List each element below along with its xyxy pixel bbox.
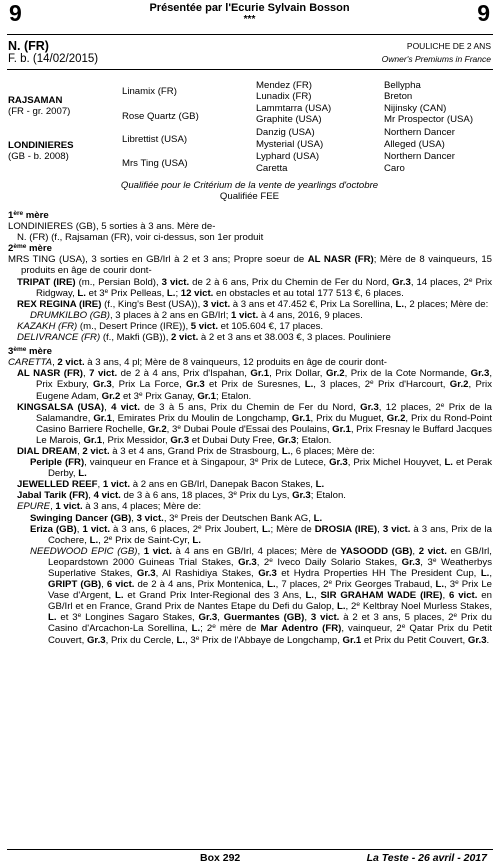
top-rule <box>7 34 493 35</box>
produce-swinging-dancer: Swinging Dancer (GB), 3 vict., 3e Preis der Deutschen Bank AG, L. <box>30 512 323 524</box>
section-second-dam: 2ème mère <box>8 243 52 255</box>
g3-6: Mysterial (USA) <box>256 139 324 150</box>
qualification-fee: Qualifiée FEE <box>219 191 280 202</box>
g3-3: Lammtarra (USA) <box>256 103 332 114</box>
sale-info: La Teste - 26 avril - 2017 <box>366 852 487 864</box>
produce-kazakh: KAZAKH (FR) (m., Desert Prince (IRE)), 5 vict. et 105.604 €, 17 places. <box>17 320 324 332</box>
lot-number-left: 9 <box>9 0 22 26</box>
third-dam-record: CARETTA, 2 vict. à 3 ans, 4 pl; Mère de 8 vainqueurs, 12 produits en âge de courir dont- <box>8 357 387 369</box>
sire-info: (FR - gr. 2007) <box>8 106 71 117</box>
g4-4: Mr Prospector (USA) <box>384 114 474 125</box>
produce-eriza: Eriza (GB), 1 vict. à 3 ans, 6 places, 2e Prix Joubert, L.; Mère de DROSIA (IRE), 3 vict. à 3 ans, Prix de la Cochere, L., 2e Prix de Saint-Cyr, L. <box>30 523 493 546</box>
section-third-dam: 3ème mère <box>8 346 52 358</box>
box-number: Box 292 <box>200 852 241 864</box>
produce-drumkilbo: DRUMKILBO (GB), 3 places à 2 ans en GB/Irl; 1 vict. à 4 ans, 2016, 9 places. <box>30 309 363 321</box>
g4-5: Northern Dancer <box>384 127 455 138</box>
dam-name: LONDINIERES <box>8 140 74 151</box>
g3-4: Graphite (USA) <box>256 114 322 125</box>
produce-kingsalsa: KINGSALSA (USA), 4 vict. de 3 à 5 ans, Prix du Chemin de Fer du Nord, Gr.3, 12 places, 2e Prix de la Salamandre, Gr.1, Emirates Prix du Moulin de Longchamp, Gr.1, Prix du Muguet, Gr.2, Prix du Rond-Point Casino Barriere Rochelle, Gr.2, 3e Dubai Poule d'Essai des Poulains, Gr.1, Prix Fresnay le Buffard Jacques Le Marois, Gr.1, Prix Messidor, Gr.3 et Dubai Duty Free, Gr.3; Etalon. <box>17 401 493 446</box>
g2-dam-sire: Librettist (USA) <box>122 134 188 145</box>
qualification-yearlings: Qualifiée pour le Critérium de la vente de yearlings d'octobre <box>120 180 379 191</box>
dam-info: (GB - b. 2008) <box>8 151 69 162</box>
g4-8: Caro <box>384 163 405 174</box>
produce-al-nasr: AL NASR (FR), 7 vict. de 2 à 4 ans, Prix d'Ispahan, Gr.1, Prix Dollar, Gr.2, Prix de la Cote Normande, Gr.3, Prix Exbury, Gr.3, Prix La Force, Gr.3 et Prix de Suresnes, L., 3 places, 2e Prix d'Harcourt, Gr.2, Prix Eugene Adam, Gr.2 et 3e Prix Ganay, Gr.1; Etalon. <box>17 368 492 402</box>
produce-periple: Periple (FR), vainqueur en France et à Singapour, 3e Prix de Lutece, Gr.3, Prix Michel Houyvet, L. et Perak Derby, L. <box>30 457 492 480</box>
horse-name: N. (FR) <box>8 39 49 53</box>
lot-number-right: 9 <box>477 0 490 26</box>
g4-7: Northern Dancer <box>384 151 455 162</box>
horse-description: F. b. (14/02/2015) <box>8 53 99 65</box>
first-dam-produce: N. (FR) (f., Rajsaman (FR), voir ci-dessus, son 1er produit <box>17 232 264 244</box>
g4-2: Breton <box>384 91 413 102</box>
produce-needwood-epic: NEEDWOOD EPIC (GB), 1 vict. à 4 ans en GB/Irl, 4 places; Mère de YASOODD (GB), 2 vict. en GB/Irl, Leopardstown 2000 Guineas Trial Stakes, Gr.3, 2e Iveco Daily Solario Stakes, Gr.3, 3e Weatherbys Superlative Stakes, Gr.3, Al Rashidiya Stakes, Gr.3 et Hydra Properties HH The President Cup, L., GRIPT (GB), 6 vict. de 2 à 4 ans, Prix Montenica, L., 7 places, 2e Prix Georges Trabaud, L., 3e Prix Le Vase d'Argent, L. et Grand Prix Inter-Regional des 3 Ans, L., SIR GRAHAM WADE (IRE), 6 vict. en GB/Irl et en France, Grand Prix de Nantes Etape du Defi du Galop, L., 2e Keltbray Noel Murless Stakes, L. et 3e Longines Sagaro Stakes, Gr.3, Guermantes (GB), 3 vict. à 2 et 3 ans, 5 places, 2e Prix du Casino d'Arcachon-La Sorellina, L.; 2e mère de Mar Adentro (FR), vainqueur, 2e Qatar Prix du Petit Couvert, Gr.3, Prix du Cercle, L., 3e Prix de l'Abbaye de Longchamp, Gr.1 et Prix du Petit Couvert, Gr.3. <box>30 545 493 646</box>
produce-dial-dream: DIAL DREAM, 2 vict. à 3 et 4 ans, Grand Prix de Strasbourg, L., 6 places; Mère de: <box>17 445 375 457</box>
g4-1: Bellypha <box>384 80 421 91</box>
g3-1: Mendez (FR) <box>256 80 312 91</box>
g2-dam-dam: Mrs Ting (USA) <box>122 158 188 169</box>
g2-sire-dam: Rose Quartz (GB) <box>122 111 199 122</box>
g2-sire-sire: Linamix (FR) <box>122 86 177 97</box>
owners-premium: Owner's Premiums in France <box>381 54 491 64</box>
g4-3: Nijinsky (CAN) <box>384 103 447 114</box>
produce-delivrance: DELIVRANCE (FR) (f., Makfi (GB)), 2 vict. à 2 et 3 ans et 38.003 €, 3 places. Pouliniere <box>17 332 391 344</box>
produce-jabal-tarik: Jabal Tarik (FR), 4 vict. de 3 à 6 ans, 18 places, 3e Prix du Lys, Gr.3; Etalon. <box>17 490 346 502</box>
produce-epure: EPURE, 1 vict. à 3 ans, 4 places; Mère de: <box>17 501 201 513</box>
g3-8: Caretta <box>256 163 288 174</box>
first-dam-record: LONDINIERES (GB), 5 sorties à 3 ans. Mère de- <box>8 221 216 233</box>
g3-7: Lyphard (USA) <box>256 151 320 162</box>
produce-jewelled-reef: JEWELLED REEF, 1 vict. à 2 ans en GB/Irl, Danepak Bacon Stakes, L. <box>17 479 325 491</box>
footer-rule <box>7 849 493 850</box>
pedigree-rule <box>7 69 493 70</box>
section-first-dam: 1ère mère <box>8 210 49 221</box>
catalogue-body <box>8 210 492 646</box>
sire-name: RAJSAMAN <box>8 95 63 106</box>
sex-age: POULICHE DE 2 ANS <box>406 41 491 51</box>
produce-tripat: TRIPAT (IRE) (m., Persian Bold), 3 vict. de 2 à 6 ans, Prix du Chemin de Fer du Nord, Gr.3, 14 places, 2e Prix Ridgway, L. et 3e Prix Pelleas, L.; 12 vict. en obstacles et au total 177 513 €, 6 places. <box>17 276 492 299</box>
produce-rex-regina: REX REGINA (IRE) (f., King's Best (USA)), 3 vict. à 3 ans et 47.452 €, Prix La Sorellina, L., 2 places; Mère de: <box>17 298 489 310</box>
g3-5: Danzig (USA) <box>256 127 315 138</box>
rating-stars: *** <box>243 14 256 25</box>
g4-6: Alleged (USA) <box>384 139 445 150</box>
presenter-line: Présentée par l'Ecurie Sylvain Bosson <box>149 2 350 14</box>
second-dam-record: MRS TING (USA), 3 sorties en GB/Irl à 2 et 3 ans; Propre soeur de AL NASR (FR); Mère de 8 vainqueurs, 15 produits en âge de courir dont- <box>8 254 492 277</box>
g3-2: Lunadix (FR) <box>256 91 312 102</box>
